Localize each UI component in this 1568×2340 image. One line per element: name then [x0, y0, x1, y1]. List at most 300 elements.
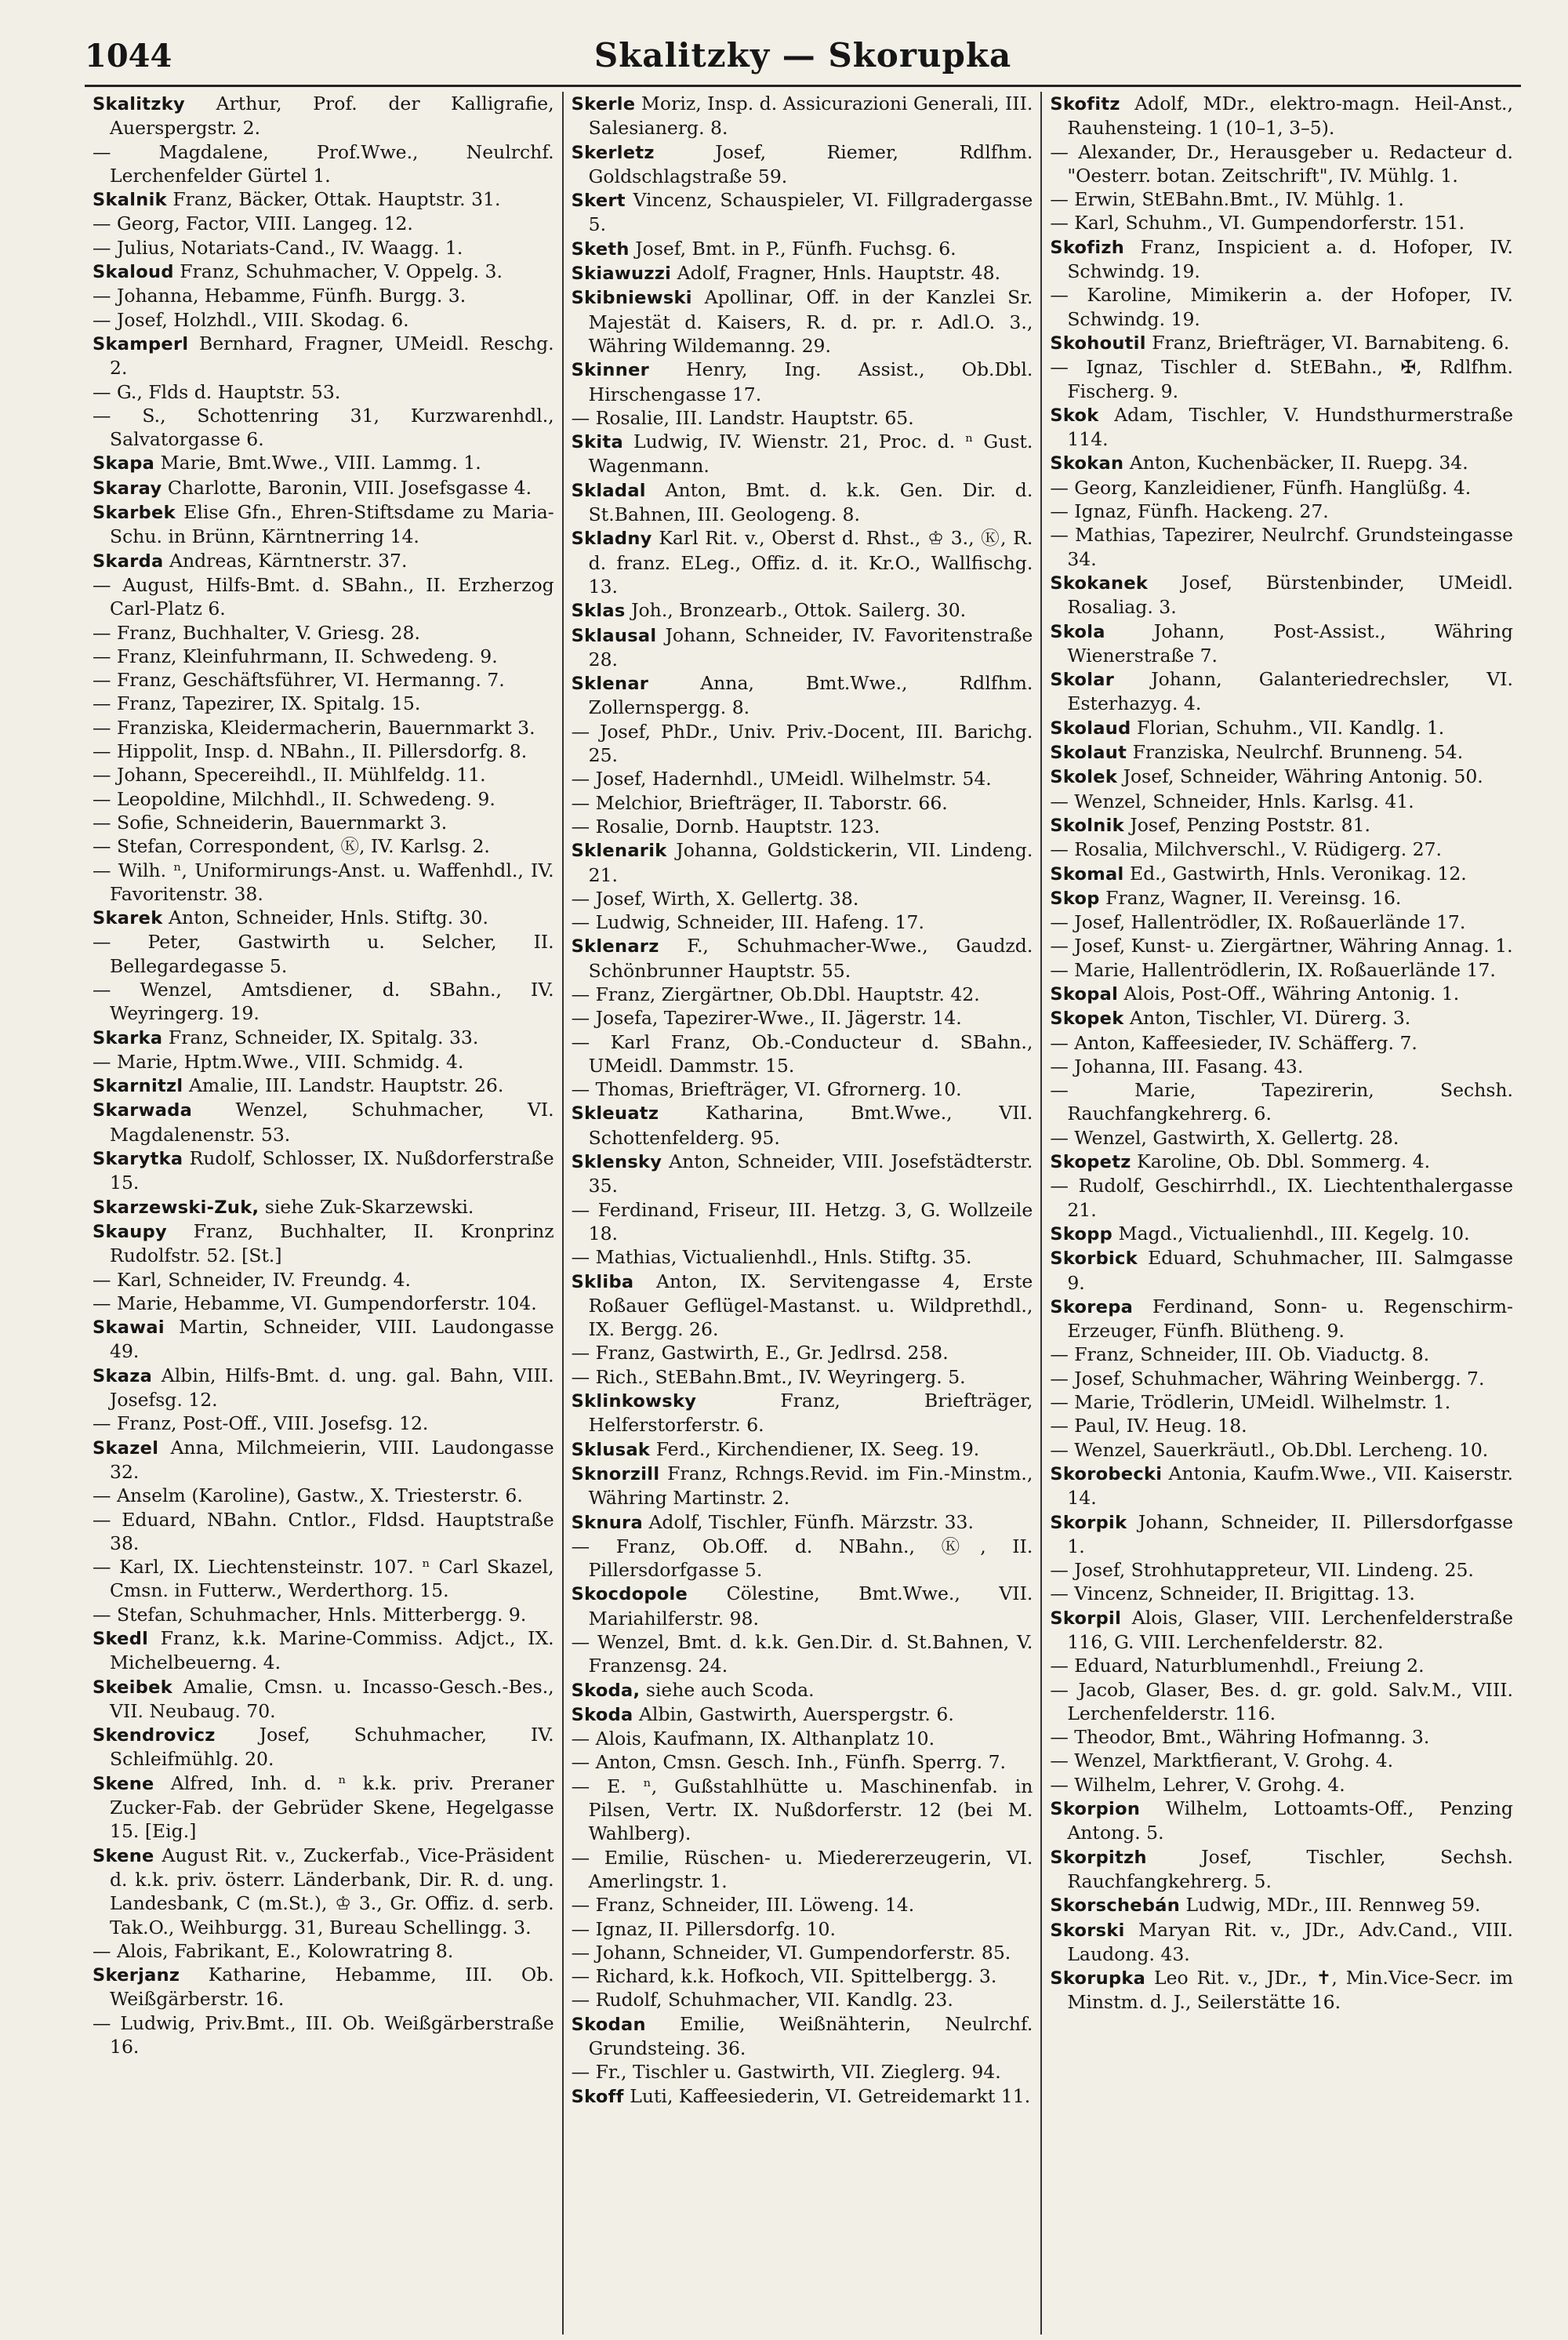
directory-entry	[572, 815, 1033, 838]
entry-details: — Karl Franz, Ob.-Conducteur d. SBahn., UMeidl. Dammstr. 15.	[571, 1030, 1033, 1077]
entry-details: — Rosalie, Dornb. Hauptstr. 123.	[571, 815, 880, 838]
directory-entry	[572, 623, 1033, 672]
directory-entry	[572, 1365, 1033, 1389]
entry-details: Karl Rit. v., Oberst d. Rhst., ♔ 3., Ⓚ, R. d. franz. ELeg., Offiz. d. it. Kr.O., Wallfischg. 13.	[588, 527, 1033, 598]
directory-entry	[1050, 523, 1513, 571]
directory-entry	[1050, 1966, 1513, 2015]
entry-details: Moriz, Insp. d. Assicurazioni Generali, III. Salesianerg. 8.	[588, 93, 1033, 140]
directory-entry	[93, 906, 554, 930]
directory-entry	[93, 668, 554, 692]
entry-details: Franz, Inspicient a. d. Hofoper, IV. Schwindg. 19.	[1067, 235, 1513, 283]
directory-entry	[93, 1844, 554, 1939]
entry-surname: Skert	[571, 191, 626, 212]
entry-surname: Skarwada	[93, 1100, 193, 1121]
entry-details: — Ludwig, Schneider, III. Hafeng. 17.	[571, 911, 924, 934]
directory-entry	[572, 237, 1033, 261]
directory-entry	[93, 692, 554, 715]
entry-surname: Skarytka	[93, 1149, 183, 1170]
directory-entry	[572, 1006, 1033, 1030]
entry-surname: Skorski	[1050, 1920, 1125, 1941]
entry-surname: Skaloud	[93, 262, 174, 283]
directory-entry	[93, 140, 554, 188]
entry-details: Johann, Post-Assist., Währing Wienerstraße 7.	[1067, 620, 1513, 667]
entry-details: Anton, Tischler, VI. Dürerg. 3.	[1129, 1007, 1411, 1030]
directory-entry	[93, 1723, 554, 1771]
directory-entry	[572, 791, 1033, 815]
directory-entry	[572, 1988, 1033, 2011]
entry-surname: Skerle	[571, 94, 636, 114]
directory-entry	[93, 92, 554, 140]
directory-entry	[572, 887, 1033, 910]
entry-details: Maryan Rit. v., JDr., Adv.Cand., VIII. Laudong. 43.	[1067, 1918, 1513, 1965]
directory-entry	[572, 1101, 1033, 1150]
directory-entry	[1050, 1222, 1513, 1246]
entry-surname: Skofizh	[1050, 237, 1125, 258]
directory-entry	[1050, 934, 1513, 957]
entry-details: — Vincenz, Schneider, II. Brigittag. 13.	[1050, 1582, 1415, 1605]
entry-surname: Skarda	[93, 550, 164, 572]
page-header	[85, 33, 1521, 87]
directory-entry	[1050, 355, 1513, 403]
entry-surname: Skolek	[1050, 767, 1118, 788]
directory-entry	[572, 406, 1033, 430]
entry-details: Anton, Kuchenbäcker, II. Ruepg. 34.	[1129, 452, 1468, 474]
entry-details: Johanna, Goldstickerin, VII. Lindeng. 21.	[588, 839, 1033, 886]
directory-entry	[1050, 1367, 1513, 1390]
entry-details: — Wilh. ⁿ, Uniformirungs-Anst. u. Waffenhdl., IV. Favoritenstr. 38.	[93, 859, 554, 905]
directory-entry	[1050, 1462, 1513, 1510]
entry-details: — Marie, Trödlerin, UMeidl. Wilhelmstr. 1.	[1050, 1391, 1451, 1414]
entry-details: — Ferdinand, Friseur, III. Hetzg. 3, G. Wollzeile 18.	[571, 1198, 1033, 1244]
directory-entry	[1050, 1078, 1513, 1126]
directory-entry	[1050, 740, 1513, 765]
running-head: Skalitzky — Skorupka	[593, 36, 1012, 74]
directory-entry	[93, 573, 554, 621]
entry-details: — Franziska, Kleidermacherin, Bauernmarkt 3.	[93, 716, 535, 739]
directory-entry	[93, 1074, 554, 1098]
entry-details: — Ludwig, Priv.Bmt., III. Ob. Weißgärberstraße 16.	[93, 2011, 554, 2058]
entry-surname: Skarek	[93, 908, 163, 929]
entry-details: — Ignaz, Tischler d. StEBahn., ✠, Rdlfhm. Fischerg. 9.	[1050, 356, 1513, 402]
entry-surname: Skaza	[93, 1365, 153, 1386]
entry-details: Luti, Kaffeesiederin, VI. Getreidemarkt 11.	[630, 2084, 1031, 2107]
entry-surname: Skinner	[571, 360, 650, 381]
directory-entry	[93, 1484, 554, 1507]
directory-entry	[1050, 331, 1513, 355]
entry-surname: Skofitz	[1050, 94, 1120, 114]
directory-entry	[572, 1077, 1033, 1101]
directory-entry	[572, 1893, 1033, 1917]
entry-details: — Georg, Kanzleidiener, Fünfh. Hanglüßg. 4.	[1050, 476, 1472, 499]
directory-entry	[1050, 886, 1513, 910]
entry-details: — Josef, Hallentrödler, IX. Roßauerlände 17.	[1050, 911, 1466, 934]
directory-entry	[93, 1050, 554, 1074]
directory-entry	[93, 1219, 554, 1268]
directory-entry	[93, 260, 554, 284]
entry-surname: Sklenarik	[571, 841, 667, 862]
directory-entry	[93, 716, 554, 739]
entry-details: — Franz, Ziergärtner, Ob.Dbl. Hauptstr. 42.	[571, 983, 980, 1005]
entry-details: — Franz, Kleinfuhrmann, II. Schwedeng. 9.	[93, 645, 498, 667]
directory-entry	[93, 1508, 554, 1556]
entry-surname: Skohoutil	[1050, 332, 1146, 354]
entry-details: — Josef, Holzhdl., VIII. Skodag. 6.	[93, 308, 409, 331]
entry-details: — Marie, Tapezirerin, Sechsh. Rauchfangkehrerg. 6.	[1050, 1079, 1513, 1125]
entry-details: Ed., Gastwirth, Hnls. Veronikag. 12.	[1129, 862, 1467, 885]
entry-details: Bernhard, Fragner, UMeidl. Reschg. 2.	[110, 332, 554, 380]
entry-details: Anna, Bmt.Wwe., Rdlfhm. Zollernspergg. 8.	[588, 672, 1033, 719]
column-3	[1042, 92, 1521, 2335]
entry-surname: Sklausal	[571, 625, 657, 646]
entry-details: Johann, Schneider, II. Pillersdorfgasse 1.	[1067, 1510, 1513, 1557]
entry-details: Franz, Wagner, II. Vereinsg. 16.	[1105, 886, 1402, 909]
directory-entry	[93, 1436, 554, 1484]
entry-surname: Skedl	[93, 1629, 149, 1649]
entry-details: — Julius, Notariats-Cand., IV. Waagg. 1.	[93, 236, 463, 259]
directory-entry	[93, 1195, 554, 1219]
entry-surname: Skaupy	[93, 1221, 167, 1242]
entry-surname: Skaray	[93, 478, 162, 499]
entry-details: — Stefan, Schuhmacher, Hnls. Mitterbergg. 9.	[93, 1603, 527, 1626]
entry-surname: Skibniewski	[571, 288, 692, 309]
directory-entry	[572, 92, 1033, 140]
entry-surname: Skoda,	[571, 1680, 641, 1701]
entry-surname: Skarnitzl	[93, 1076, 183, 1097]
directory-entry	[1050, 1031, 1513, 1055]
entry-details: Vincenz, Schauspieler, VI. Fillgradergasse 5.	[588, 189, 1033, 236]
entry-details: Ferdinand, Sonn- u. Regenschirm-Erzeuger, Fünfh. Blütheng. 9.	[1067, 1295, 1513, 1343]
column-1	[85, 92, 564, 2335]
directory-entry	[93, 1412, 554, 1435]
directory-entry	[1050, 620, 1513, 668]
directory-entry	[93, 1939, 554, 1963]
entry-details: Anna, Milchmeierin, VIII. Laudongasse 32.	[110, 1436, 554, 1483]
directory-entry	[1050, 1126, 1513, 1150]
directory-entry	[1050, 982, 1513, 1006]
entry-surname: Skliba	[571, 1271, 634, 1292]
directory-entry	[1050, 1797, 1513, 1845]
entry-details: Anton, Schneider, VIII. Josefstädterstr. 35.	[588, 1150, 1033, 1197]
directory-entry	[572, 838, 1033, 887]
directory-entry	[1050, 1582, 1513, 1605]
directory-entry	[572, 767, 1033, 790]
entry-details: — Anselm (Karoline), Gastw., X. Triesterstr. 6.	[93, 1484, 523, 1507]
entry-details: Wilhelm, Lottoamts-Off., Penzing Antong. 5.	[1067, 1797, 1513, 1844]
entry-details: Alois, Glaser, VIII. Lerchenfelderstraße 116, G. VIII. Lerchenfelderstr. 82.	[1067, 1606, 1513, 1653]
directory-entry	[1050, 1893, 1513, 1917]
directory-entry	[572, 1582, 1033, 1630]
entry-details: — Wenzel, Gastwirth, X. Gellertg. 28.	[1050, 1126, 1399, 1149]
entry-surname: Skokanek	[1050, 572, 1149, 594]
entry-details: — Wilhelm, Lehrer, V. Grohg. 4.	[1050, 1773, 1345, 1796]
entry-surname: Skarzewski-Zuk,	[93, 1197, 260, 1218]
entry-details: — Alois, Fabrikant, E., Kolowratring 8.	[93, 1939, 454, 1962]
entry-surname: Sklas	[571, 601, 626, 622]
entry-surname: Skapa	[93, 453, 155, 474]
directory-entry	[1050, 1606, 1513, 1655]
entry-surname: Sklensky	[571, 1152, 662, 1173]
directory-entry	[93, 451, 554, 475]
entry-details: — Eduard, Naturblumenhdl., Freiung 2.	[1050, 1655, 1425, 1677]
entry-surname: Skorpion	[1050, 1799, 1141, 1820]
directory-entry	[1050, 140, 1513, 188]
directory-entry	[1050, 838, 1513, 861]
directory-entry	[1050, 211, 1513, 234]
entry-surname: Skorschebán	[1050, 1895, 1181, 1917]
entry-details: Arthur, Prof. der Kalligrafie, Auerspergstr. 2.	[110, 93, 554, 140]
directory-entry	[572, 1341, 1033, 1364]
directory-entry	[1050, 571, 1513, 620]
directory-entry	[572, 1270, 1033, 1342]
directory-entry	[1050, 1725, 1513, 1749]
entry-details: — Rosalia, Milchverschl., V. Rüdigerg. 27.	[1050, 838, 1443, 861]
entry-details: — Richard, k.k. Hofkoch, VII. Spittelbergg. 3.	[571, 1965, 997, 1988]
entry-details: — E. ⁿ, Gußstahlhütte u. Maschinenfab. in Pilsen, Vertr. IX. Nußdorferstr. 12 (bei M. Wahlberg).	[571, 1775, 1033, 1845]
entry-surname: Skene	[93, 1773, 154, 1794]
directory-entry	[572, 983, 1033, 1006]
entry-details: Antonia, Kaufm.Wwe., VII. Kaiserstr. 14.	[1067, 1462, 1513, 1510]
entry-surname: Skolar	[1050, 670, 1115, 691]
entry-surname: Skorupka	[1050, 1968, 1146, 1989]
entry-details: — Josef, Schuhmacher, Währing Weinbergg. 7.	[1050, 1367, 1485, 1390]
entry-details: — Thomas, Briefträger, VI. Gfrornerg. 10.	[571, 1078, 962, 1101]
directory-entry	[93, 859, 554, 907]
entry-surname: Skok	[1050, 405, 1099, 426]
entry-details: — Josef, Hadernhdl., UMeidl. Wilhelmstr. 54.	[571, 768, 992, 790]
entry-details: Anton, IX. Servitengasse 4, Erste Roßauer Geflügel-Mastanst. u. Wildprethdl., IX. Bergg. 26.	[588, 1270, 1033, 1341]
entry-details: Ferd., Kirchendiener, IX. Seeg. 19.	[655, 1437, 980, 1460]
entry-surname: Skendrovicz	[93, 1725, 216, 1746]
entry-surname: Skorpik	[1050, 1512, 1127, 1533]
entry-details: Anton, Bmt. d. k.k. Gen. Dir. d. St.Bahnen, III. Geologeng. 8.	[588, 478, 1033, 526]
directory-entry	[93, 834, 554, 858]
entry-details: — Magdalene, Prof.Wwe., Neulrchf. Lerchenfelder Gürtel 1.	[93, 140, 554, 187]
entry-details: Wenzel, Schuhmacher, VI. Magdalenenstr. 53.	[110, 1099, 554, 1146]
entry-surname: Skocdopole	[571, 1584, 688, 1605]
directory-entry	[1050, 403, 1513, 452]
entry-details: — Karl, IX. Liechtensteinstr. 107. ⁿ Carl Skazel, Cmsn. in Futterw., Werderthorg. 15.	[93, 1556, 554, 1602]
entry-details: — Paul, IV. Heug. 18.	[1050, 1415, 1247, 1437]
directory-entry	[572, 1389, 1033, 1437]
entry-details: Alois, Post-Off., Währing Antonig. 1.	[1123, 982, 1460, 1005]
entry-details: — Anton, Kaffeesieder, IV. Schäfferg. 7.	[1050, 1031, 1417, 1054]
directory-entry	[572, 430, 1033, 478]
directory-entry	[572, 261, 1033, 285]
column-2	[564, 92, 1043, 2335]
directory-entry	[572, 1941, 1033, 1964]
directory-entry	[93, 1315, 554, 1364]
directory-entry	[93, 1603, 554, 1626]
entry-details: Albin, Hilfs-Bmt. d. ung. gal. Bahn, VIII. Josefsg. 12.	[110, 1364, 554, 1412]
directory-entry	[1050, 716, 1513, 740]
entry-surname: Sklenarz	[571, 936, 659, 957]
entry-surname: Skalitzky	[93, 94, 185, 114]
directory-entry	[93, 1268, 554, 1292]
entry-details: — Jacob, Glaser, Bes. d. gr. gold. Salv.M., VIII. Lerchenfelderstr. 116.	[1050, 1678, 1513, 1724]
entry-surname: Sketh	[571, 238, 630, 260]
entry-details: Charlotte, Baronin, VIII. Josefsgasse 4.	[167, 476, 532, 499]
entry-details: siehe Zuk-Skarzewski.	[264, 1195, 474, 1218]
entry-details: — Wenzel, Amtsdiener, d. SBahn., IV. Weyringerg. 19.	[93, 978, 554, 1025]
directory-entry	[1050, 1246, 1513, 1295]
directory-entry	[1050, 92, 1513, 140]
entry-details: — Theodor, Bmt., Währing Hofmanng. 3.	[1050, 1726, 1430, 1749]
entry-details: — Johanna, Hebamme, Fünfh. Burgg. 3.	[93, 285, 466, 307]
directory-entry	[572, 1630, 1033, 1678]
entry-surname: Skorbick	[1050, 1248, 1138, 1270]
directory-entry	[1050, 1055, 1513, 1078]
entry-surname: Skarbek	[93, 503, 176, 524]
directory-entry	[572, 934, 1033, 983]
entry-details: — Eduard, NBahn. Cntlor., Fldsd. Hauptstraße 38.	[93, 1508, 554, 1554]
entry-surname: Skerletz	[571, 142, 655, 163]
directory-entry	[1050, 1006, 1513, 1030]
entry-surname: Skiawuzzi	[571, 263, 672, 285]
directory-entry	[1050, 476, 1513, 500]
entry-details: — Georg, Factor, VIII. Langeg. 12.	[93, 213, 413, 235]
entry-details: Anton, Schneider, Hnls. Stiftg. 30.	[168, 907, 488, 929]
entry-details: Marie, Bmt.Wwe., VIII. Lammg. 1.	[160, 452, 481, 474]
entry-details: Katharina, Bmt.Wwe., VII. Schottenfelderg. 95.	[588, 1102, 1033, 1149]
entry-details: Ludwig, IV. Wienstr. 21, Proc. d. ⁿ Gust. Wagenmann.	[588, 431, 1033, 478]
entry-details: — Karoline, Mimikerin a. der Hofoper, IV. Schwindg. 19.	[1050, 284, 1513, 330]
entry-details: — Anton, Cmsn. Gesch. Inh., Fünfh. Sperrg. 7.	[571, 1751, 1007, 1774]
entry-details: — August, Hilfs-Bmt. d. SBahn., II. Erzherzog Carl-Platz 6.	[93, 573, 554, 620]
entry-details: — Mathias, Tapezirer, Neulrchf. Grundsteingasse 34.	[1050, 524, 1513, 570]
entry-surname: Skoda	[571, 1704, 633, 1725]
directory-entry	[1050, 451, 1513, 475]
entry-details: Josef, Penzing Poststr. 81.	[1130, 813, 1371, 836]
directory-entry	[1050, 500, 1513, 523]
directory-entry	[1050, 1174, 1513, 1222]
directory-entry	[572, 2012, 1033, 2061]
entry-details: — G., Flds d. Hauptstr. 53.	[93, 380, 341, 403]
entry-surname: Skarka	[93, 1027, 163, 1048]
entry-details: — Franz, Post-Off., VIII. Josefsg. 12.	[93, 1412, 429, 1435]
entry-details: Josef, Tischler, Sechsh. Rauchfangkehrerg. 5.	[1067, 1845, 1513, 1892]
entry-details: — Johann, Specereihdl., II. Mühlfeldg. 11.	[93, 764, 486, 787]
entry-surname: Skorpitzh	[1050, 1847, 1147, 1868]
directory-entry	[572, 285, 1033, 358]
entry-details: Franziska, Neulrchf. Brunneng. 54.	[1132, 741, 1464, 764]
directory-entry	[1050, 1438, 1513, 1462]
entry-surname: Skop	[1050, 888, 1100, 909]
directory-entry	[572, 140, 1033, 189]
entry-details: — Melchior, Briefträger, II. Taborstr. 66.	[571, 791, 948, 814]
directory-entry	[572, 2084, 1033, 2109]
entry-details: — Franz, Gastwirth, E., Gr. Jedlrsd. 258.	[571, 1342, 949, 1364]
entry-details: Magd., Victualienhdl., III. Kegelg. 10.	[1118, 1222, 1470, 1244]
entry-details: Ludwig, MDr., III. Rennweg 59.	[1185, 1894, 1481, 1917]
entry-surname: Sklinkowsky	[571, 1391, 697, 1412]
directory-entry	[93, 1292, 554, 1315]
directory-entry	[93, 308, 554, 332]
entry-surname: Skladal	[571, 480, 646, 501]
entry-surname: Skazel	[93, 1437, 159, 1459]
entry-details: — Ignaz, Fünfh. Hackeng. 27.	[1050, 500, 1329, 523]
directory-entry	[93, 621, 554, 645]
entry-details: — Josef, Strohhutappreteur, VII. Lindeng. 25.	[1050, 1559, 1474, 1582]
directory-entry	[93, 1146, 554, 1195]
directory-entry	[93, 978, 554, 1026]
directory-entry	[93, 1963, 554, 2011]
directory-entry	[93, 212, 554, 235]
entry-details: Josef, Bmt. in P., Fünfh. Fuchsg. 6.	[635, 237, 956, 260]
directory-entry	[572, 1150, 1033, 1198]
directory-entry	[93, 1675, 554, 1724]
directory-entry	[1050, 1845, 1513, 1894]
directory-entry	[1050, 862, 1513, 886]
entry-surname: Skopetz	[1050, 1152, 1131, 1173]
directory-entry	[1050, 1295, 1513, 1343]
entry-surname: Skorobecki	[1050, 1463, 1163, 1484]
directory-entry	[572, 1437, 1033, 1462]
directory-entry	[93, 1626, 554, 1675]
directory-entry	[93, 787, 554, 811]
directory-entry	[1050, 1390, 1513, 1414]
directory-entry	[93, 284, 554, 307]
entry-details: — Josefa, Tapezirer-Wwe., II. Jägerstr. 14.	[571, 1007, 962, 1030]
entry-details: Albin, Gastwirth, Auerspergstr. 6.	[638, 1702, 954, 1725]
entry-details: Amalie, III. Landstr. Hauptstr. 26.	[188, 1074, 504, 1097]
directory-columns	[85, 92, 1521, 2335]
directory-entry	[93, 811, 554, 834]
entry-details: Franz, Briefträger, VI. Barnabiteng. 6.	[1152, 331, 1510, 354]
entry-details: — Marie, Hptm.Wwe., VIII. Schmidg. 4.	[93, 1050, 464, 1073]
directory-entry	[93, 500, 554, 549]
directory-entry	[572, 1702, 1033, 1727]
directory-entry	[93, 1771, 554, 1844]
directory-entry	[93, 187, 554, 212]
directory-entry	[1050, 1654, 1513, 1677]
entry-details: — Franz, Schneider, III. Ob. Viaductg. 8.	[1050, 1343, 1430, 1366]
entry-details: — Josef, Kunst- u. Ziergärtner, Währing Annag. 1.	[1050, 935, 1513, 957]
directory-entry	[572, 671, 1033, 720]
entry-surname: Skalnik	[93, 190, 167, 211]
entry-details: — Alois, Kaufmann, IX. Althanplatz 10.	[571, 1728, 935, 1750]
entry-details: — Wenzel, Sauerkräutl., Ob.Dbl. Lercheng. 10.	[1050, 1438, 1489, 1461]
directory-entry	[1050, 765, 1513, 789]
entry-surname: Skawai	[93, 1317, 165, 1339]
entry-details: Josef, Riemer, Rdlfhm. Goldschlagstraße 59.	[588, 140, 1033, 187]
entry-details: — Rich., StEBahn.Bmt., IV. Weyringerg. 5.	[571, 1365, 966, 1388]
directory-entry	[1050, 813, 1513, 838]
entry-surname: Skolaut	[1050, 743, 1127, 764]
directory-entry	[1050, 1678, 1513, 1726]
entry-details: — Ignaz, II. Pillersdorfg. 10.	[571, 1917, 836, 1940]
entry-details: Josef, Schuhmacher, IV. Schleifmühlg. 20.	[110, 1724, 554, 1771]
entry-details: — Fr., Tischler u. Gastwirth, VII. Zieglerg. 94.	[571, 2061, 1001, 2084]
directory-entry	[1050, 790, 1513, 813]
directory-entry	[572, 910, 1033, 934]
entry-details: Florian, Schuhm., VII. Kandlg. 1.	[1136, 716, 1445, 739]
directory-entry	[572, 1535, 1033, 1582]
entry-details: — Rudolf, Schuhmacher, VII. Kandlg. 23.	[571, 1989, 953, 2011]
directory-entry	[93, 380, 554, 404]
entry-details: Franz, k.k. Marine-Commiss. Adjct., IX. Michelbeuerng. 4.	[110, 1627, 554, 1674]
entry-surname: Skene	[93, 1845, 154, 1866]
directory-entry	[93, 476, 554, 500]
directory-entry	[1050, 187, 1513, 211]
directory-entry	[572, 358, 1033, 406]
entry-details: Johann, Schneider, IV. Favoritenstraße 28.	[588, 623, 1033, 670]
entry-surname: Skita	[571, 432, 623, 453]
entry-details: Henry, Ing. Assist., Ob.Dbl. Hirschengasse 17.	[588, 358, 1033, 405]
entry-details: Martin, Schneider, VIII. Laudongasse 49.	[110, 1316, 554, 1363]
entry-surname: Skamperl	[93, 333, 189, 354]
directory-entry	[1050, 235, 1513, 284]
directory-entry	[1050, 1150, 1513, 1174]
